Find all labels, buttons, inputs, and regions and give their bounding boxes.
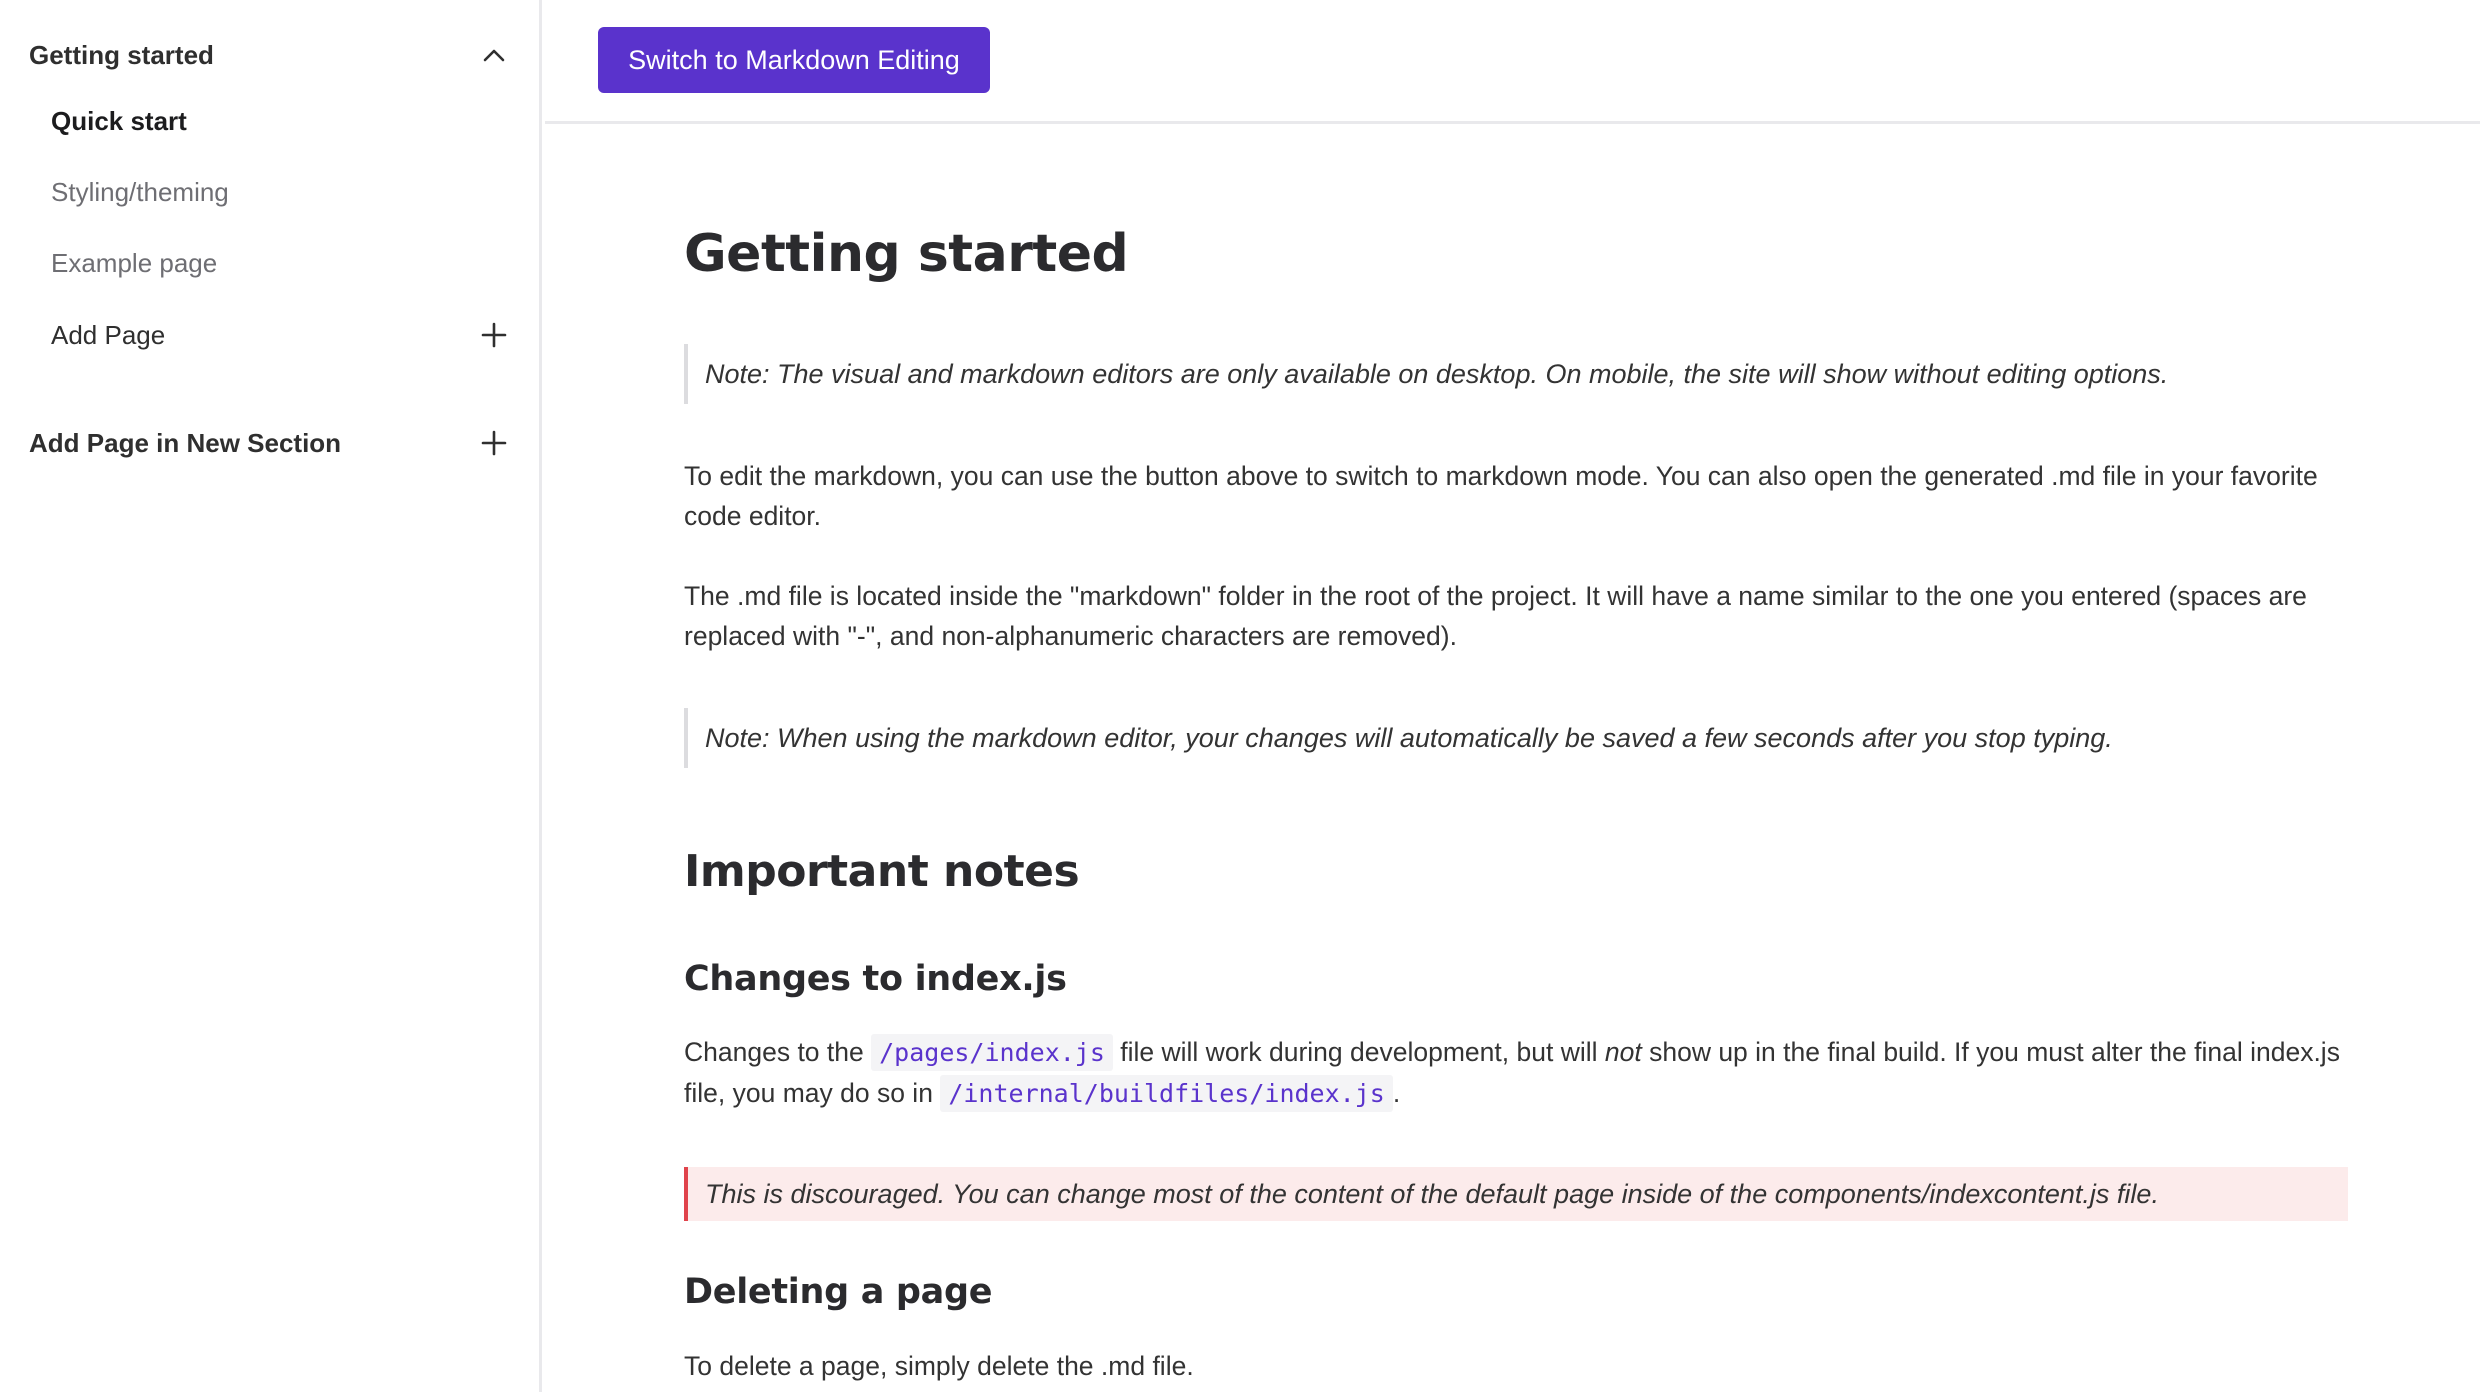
warning-callout [684,1167,2348,1221]
paragraph-delete-page: To delete a page, simply delete the .md file. [684,1351,1194,1381]
emphasis-not: not [1604,1037,1642,1067]
plus-icon[interactable] [478,427,510,459]
add-page-button[interactable] [0,305,539,365]
paragraph-changes-index [684,1032,2348,1114]
heading-changes-to-index: Changes to index.js [684,959,1067,999]
plus-icon[interactable] [478,319,510,351]
inline-code-pages-index: /pages/index.js [871,1034,1113,1071]
inline-code-buildfiles-index: /internal/buildfiles/index.js [940,1075,1393,1112]
add-section-button[interactable] [0,413,539,473]
sidebar-item-label: Styling/theming [51,176,229,207]
sidebar-section-label: Getting started [29,39,214,70]
sidebar-item-styling-theming[interactable] [0,162,539,222]
text-span: Changes to the [684,1037,864,1067]
add-section-label: Add Page in New Section [29,427,342,458]
sidebar-item-quick-start[interactable] [0,91,539,151]
main-content [684,124,2348,1392]
paragraph-md-location: The .md file is located inside the "markdown" folder in the root of the project. It will have a name similar to the one you entered (spaces are replaced with "-", and non-alphanumeric characters are removed). [684,581,2307,651]
warning-text: This is discouraged. You can change most of the content of the default page inside of the components/indexcontent.js file. [705,1178,2159,1209]
text-span: file will work during development, but will [1120,1037,1598,1067]
top-toolbar [545,0,2480,124]
heading-important-notes: Important notes [684,846,1080,897]
add-page-label: Add Page [51,319,166,350]
sidebar-section-getting-started[interactable] [0,25,539,85]
sidebar-item-example-page[interactable] [0,233,539,293]
chevron-up-icon[interactable] [478,39,510,71]
sidebar-item-label: Example page [51,247,218,278]
heading-deleting-page: Deleting a page [684,1272,993,1312]
note-text: Note: When using the markdown editor, your changes will automatically be saved a few seconds after you stop typing. [705,722,2113,753]
text-span: . [1392,1078,1401,1108]
text-span: show up in the final build. If you must alter the final index.js file, you may do so in [684,1037,2340,1108]
page-title: Getting started [684,224,1129,284]
sidebar-item-label: Quick start [51,105,187,136]
note-autosave [684,708,2348,768]
note-desktop-only [684,344,2348,404]
paragraph-edit-markdown: To edit the markdown, you can use the button above to switch to markdown mode. You can also open the generated .md file in your favorite code editor. [684,461,2318,531]
switch-to-markdown-button[interactable]: Switch to Markdown Editing [598,27,990,93]
note-text: Note: The visual and markdown editors are only available on desktop. On mobile, the site will show without editing options. [705,358,2169,389]
sidebar [0,0,542,1392]
